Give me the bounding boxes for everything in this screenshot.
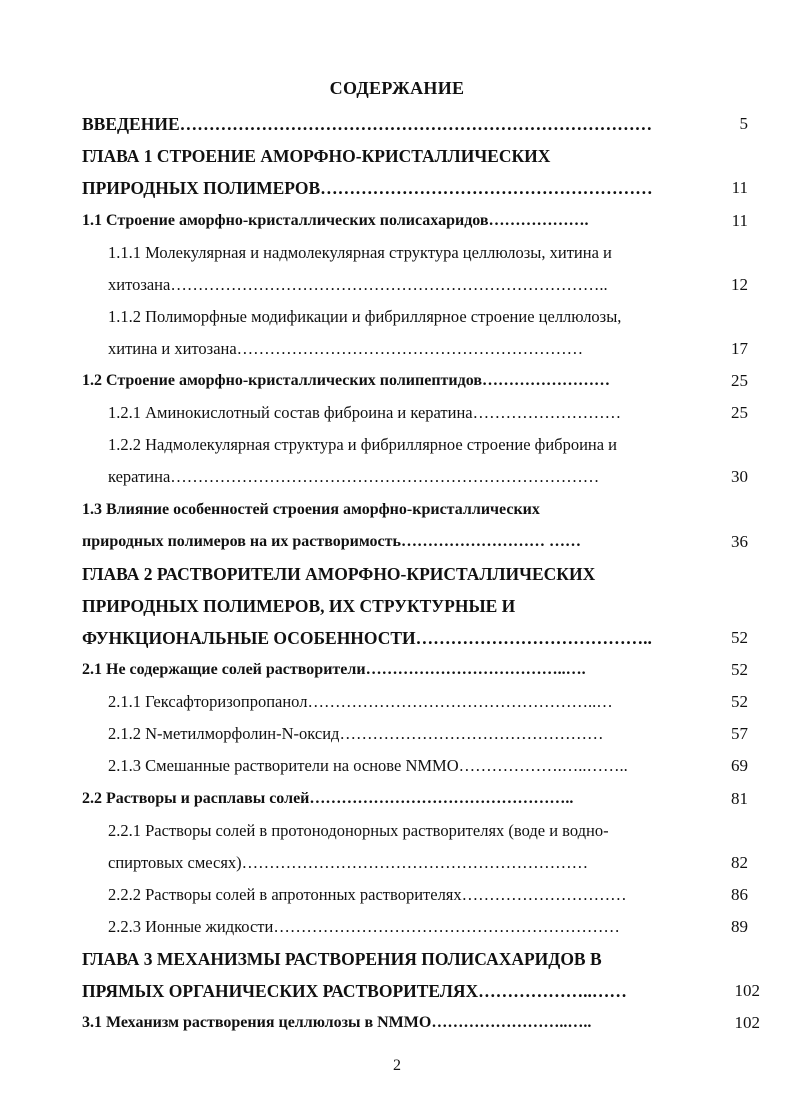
toc-page-number: 30 (731, 467, 748, 486)
footer-page-number: 2 (393, 1057, 401, 1074)
toc-entry: 2.1.2 N-метилморфолин-N-оксид………………………………………… (108, 724, 604, 743)
toc-entry: 1.2 Строение аморфно-кристаллических полипептидов…………………… (82, 372, 610, 389)
toc-page-number: 81 (731, 789, 748, 808)
toc-entry: 1.2.1 Аминокислотный состав фиброина и кератина……………………… (108, 403, 622, 422)
toc-entry: ГЛАВА 1 СТРОЕНИЕ АМОРФНО-КРИСТАЛЛИЧЕСКИХ (82, 146, 551, 166)
toc-entry: 2.2.3 Ионные жидкости……………………………………………………… (108, 917, 620, 936)
toc-page-number: 102 (734, 1013, 760, 1032)
toc-page-number: 82 (731, 853, 748, 872)
toc-entry: 2.1.3 Смешанные растворители на основе NMMO……………….…..…….. (108, 756, 628, 775)
toc-page-number: 12 (731, 275, 748, 294)
toc-page-number: 25 (731, 403, 748, 422)
toc-page-number: 11 (731, 178, 748, 197)
toc-entry: 1.1.1 Молекулярная и надмолекулярная структура целлюлозы, хитина и (108, 243, 612, 262)
toc-entry: 2.2.1 Растворы солей в протонодонорных растворителях (воде и водно- (108, 821, 609, 840)
toc-entry: 1.3 Влияние особенностей строения аморфно-кристаллических (82, 501, 540, 518)
toc-entry: ПРИРОДНЫХ ПОЛИМЕРОВ………………………………………………… (82, 178, 653, 198)
toc-page-number: 17 (731, 339, 748, 358)
toc-entry: ПРЯМЫХ ОРГАНИЧЕСКИХ РАСТВОРИТЕЛЯХ………………..…… (82, 981, 627, 1001)
toc-entry: ГЛАВА 2 РАСТВОРИТЕЛИ АМОРФНО-КРИСТАЛЛИЧЕСКИХ (82, 564, 596, 584)
toc-entry: ГЛАВА 3 МЕХАНИЗМЫ РАСТВОРЕНИЯ ПОЛИСАХАРИДОВ В (82, 949, 602, 969)
toc-entry: 1.1.2 Полиморфные модификации и фибриллярное строение целлюлозы, (108, 307, 622, 326)
toc-page-number: 52 (731, 660, 748, 679)
toc-page-number: 89 (731, 917, 748, 936)
toc-entry: кератина…………………………………………………………………… (108, 467, 600, 486)
toc-page-number: 52 (731, 628, 748, 647)
toc-entry: 2.1.1 Гексафторизопропанол……………………………………………..… (108, 692, 613, 711)
toc-entry: спиртовых смесях)……………………………………………………… (108, 853, 589, 872)
toc-entry: природных полимеров на их растворимость……………………… …… (82, 533, 581, 550)
toc-page-number: 25 (731, 371, 748, 390)
toc-page-number: 52 (731, 692, 748, 711)
toc-entry: 2.2 Растворы и расплавы солей………………………………………….. (82, 790, 574, 807)
toc-page-number: 102 (734, 981, 760, 1000)
toc-entry: 1.2.2 Надмолекулярная структура и фибриллярное строение фиброина и (108, 435, 618, 454)
toc-entry: ФУНКЦИОНАЛЬНЫЕ ОСОБЕННОСТИ………………………………….. (82, 628, 652, 648)
toc-page-number: 86 (731, 885, 748, 904)
toc-page-number: 57 (731, 724, 748, 743)
toc-entry: хитозана…………………………………………………………………….. (108, 275, 608, 294)
toc-entry: ПРИРОДНЫХ ПОЛИМЕРОВ, ИХ СТРУКТУРНЫЕ И (82, 596, 516, 616)
toc-page-number: 11 (731, 211, 748, 230)
toc-entry: 2.1 Не содержащие солей растворители………………………………..…. (82, 661, 586, 678)
toc-entry: 2.2.2 Растворы солей в апротонных растворителях………………………… (108, 885, 627, 904)
toc-page-number: 36 (731, 532, 748, 551)
toc-page-number: 5 (739, 114, 748, 133)
toc-entry: 3.1 Механизм растворения целлюлозы в NMMO……………………..….. (82, 1014, 592, 1031)
toc-entry: ВВЕДЕНИЕ……………………………………………………………………… (82, 114, 653, 134)
toc-entry: хитина и хитозана……………………………………………………… (108, 339, 584, 358)
page-title: СОДЕРЖАНИЕ (329, 78, 465, 98)
toc-entry: 1.1 Строение аморфно-кристаллических полисахаридов………………. (82, 212, 589, 229)
toc-page-number: 69 (731, 756, 748, 775)
